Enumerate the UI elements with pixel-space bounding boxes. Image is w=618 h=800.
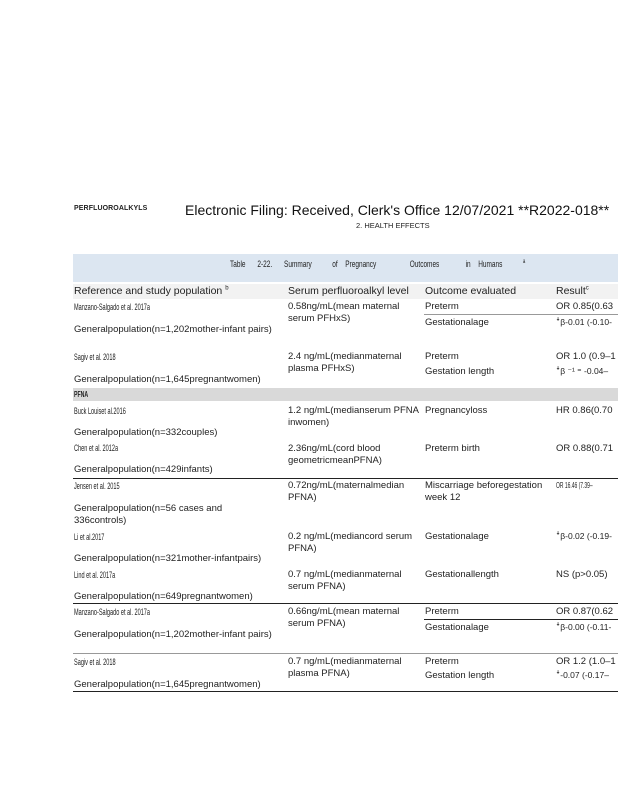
column-header-reference: Reference and study population $^b$	[74, 285, 229, 297]
title-word: Pregnancy	[345, 259, 377, 269]
title-word: Table	[230, 259, 246, 269]
table-bottom-rule	[73, 691, 618, 692]
row-serum-level: 0.72ng/mL(maternalmedian PFNA)	[288, 480, 405, 503]
title-word: Summary	[284, 259, 312, 269]
section-label-pfna: PFNA	[74, 390, 89, 399]
row-divider	[73, 603, 618, 604]
running-head: PERFLUOROALKYLS	[74, 205, 148, 212]
row-result: OR 16.46 (7.39–	[556, 481, 593, 490]
row-population: Generalpopulation(n=56 cases and 336controls)	[74, 503, 223, 526]
row-divider	[73, 653, 618, 654]
row-serum-level: 2.4 ng/mL(medianmaternal plasma PFHxS)	[288, 351, 402, 374]
row-serum-level: 0.7 ng/mL(medianmaternal serum PFNA)	[288, 569, 402, 592]
row-result: ꜜβ-0.00 (-0.11-	[556, 622, 612, 632]
row-serum-level: 0.66ng/mL(mean maternal serum PFNA)	[288, 606, 400, 629]
row-serum-level: 0.7 ng/mL(medianmaternal plasma PFNA)	[288, 656, 402, 679]
row-population: Generalpopulation(n=1,202mother-infant pairs)	[74, 324, 272, 335]
row-outcome: Preterm birth	[425, 443, 480, 454]
row-serum-level: 2.36ng/mL(cord blood geometricmeanPFNA)	[288, 443, 382, 466]
row-outcome: Preterm	[425, 656, 459, 667]
row-population: Generalpopulation(n=649pregnantwomen)	[74, 591, 253, 602]
row-reference: Sagiv et al. 2018	[74, 352, 116, 362]
column-header-outcome: Outcome evaluated	[425, 285, 517, 297]
title-word: 2-22.	[257, 259, 273, 269]
row-result: OR 1.0 (0.9–1	[556, 351, 616, 362]
row-result: NS (p>0.05)	[556, 569, 608, 580]
footnote-b: b	[225, 285, 229, 292]
row-outcome: Gestationalage	[425, 317, 489, 328]
row-outcome: Gestation length	[425, 670, 495, 681]
title-footnote: a	[522, 259, 526, 265]
row-divider	[73, 478, 618, 479]
row-outcome: Preterm	[425, 606, 459, 617]
row-reference: Manzano-Salgado et al. 2017a	[74, 607, 151, 617]
row-population: Generalpopulation(n=1,645pregnantwomen)	[74, 679, 261, 690]
row-outcome: Gestation length	[425, 366, 495, 377]
row-population: Generalpopulation(n=321mother-infantpairs)	[74, 553, 262, 564]
title-word: Outcomes	[409, 259, 440, 269]
row-reference: Jensen et al. 2015	[74, 481, 120, 491]
row-result: OR 1.2 (1.0–1	[556, 656, 616, 667]
row-result: ꜜβ ⁻¹ ⁼ -0.04–	[556, 366, 609, 376]
row-reference: Chen et al. 2012a	[74, 443, 119, 453]
row-divider	[424, 619, 618, 620]
row-result: ꜜβ-0.02 (-0.19-	[556, 531, 612, 541]
column-header-level: Serum perfluoroalkyl level	[288, 285, 409, 297]
row-reference: Buck Louiset al.2016	[74, 406, 126, 416]
table-title	[230, 259, 525, 269]
row-serum-level: 0.2 ng/mL(mediancord serum PFNA)	[288, 531, 413, 554]
row-outcome: Gestationalage	[425, 622, 489, 633]
row-population: Generalpopulation(n=429infants)	[74, 464, 213, 475]
row-serum-level: 1.2 ng/mL(medianserum PFNA inwomen)	[288, 405, 419, 428]
row-outcome: Pregnancyloss	[425, 405, 488, 416]
row-population: Generalpopulation(n=332couples)	[74, 427, 218, 438]
row-reference: Lind et al. 2017a	[74, 570, 116, 580]
filing-stamp: Electronic Filing: Received, Clerk's Office 12/07/2021 **R2022-018**	[185, 202, 610, 218]
row-outcome: Gestationallength	[425, 569, 499, 580]
row-population: Generalpopulation(n=1,202mother-infant pairs)	[74, 629, 272, 640]
footnote-c: c	[585, 285, 589, 292]
row-reference: Sagiv et al. 2018	[74, 657, 116, 667]
row-reference: Manzano-Salgado et al. 2017a	[74, 302, 151, 312]
title-word: of	[332, 259, 338, 269]
row-outcome: Preterm	[425, 351, 459, 362]
chapter-heading: 2. HEALTH EFFECTS	[356, 221, 430, 230]
row-outcome: Gestationalage	[425, 531, 489, 542]
row-reference: Li et al.2017	[74, 532, 105, 542]
row-result: HR 0.86(0.70	[556, 405, 613, 416]
row-population: Generalpopulation(n=1,645pregnantwomen)	[74, 374, 261, 385]
row-result: OR 0.85(0.63	[556, 301, 614, 312]
section-band	[73, 388, 618, 401]
title-word: in	[465, 259, 471, 269]
row-result: OR 0.87(0.62	[556, 606, 614, 617]
row-result: ꜜβ-0.01 (-0.10-	[556, 317, 612, 327]
row-divider	[424, 314, 618, 315]
title-word: Humans	[478, 259, 503, 269]
row-result: OR 0.88(0.71	[556, 443, 614, 454]
row-outcome: Preterm	[425, 301, 459, 312]
row-result: ꜜ-0.07 (-0.17–	[556, 670, 609, 680]
row-outcome: Miscarriage beforegestation week 12	[425, 480, 543, 503]
column-header-result: Result$^c$	[556, 285, 589, 297]
row-serum-level: 0.58ng/mL(mean maternal serum PFHxS)	[288, 301, 400, 324]
